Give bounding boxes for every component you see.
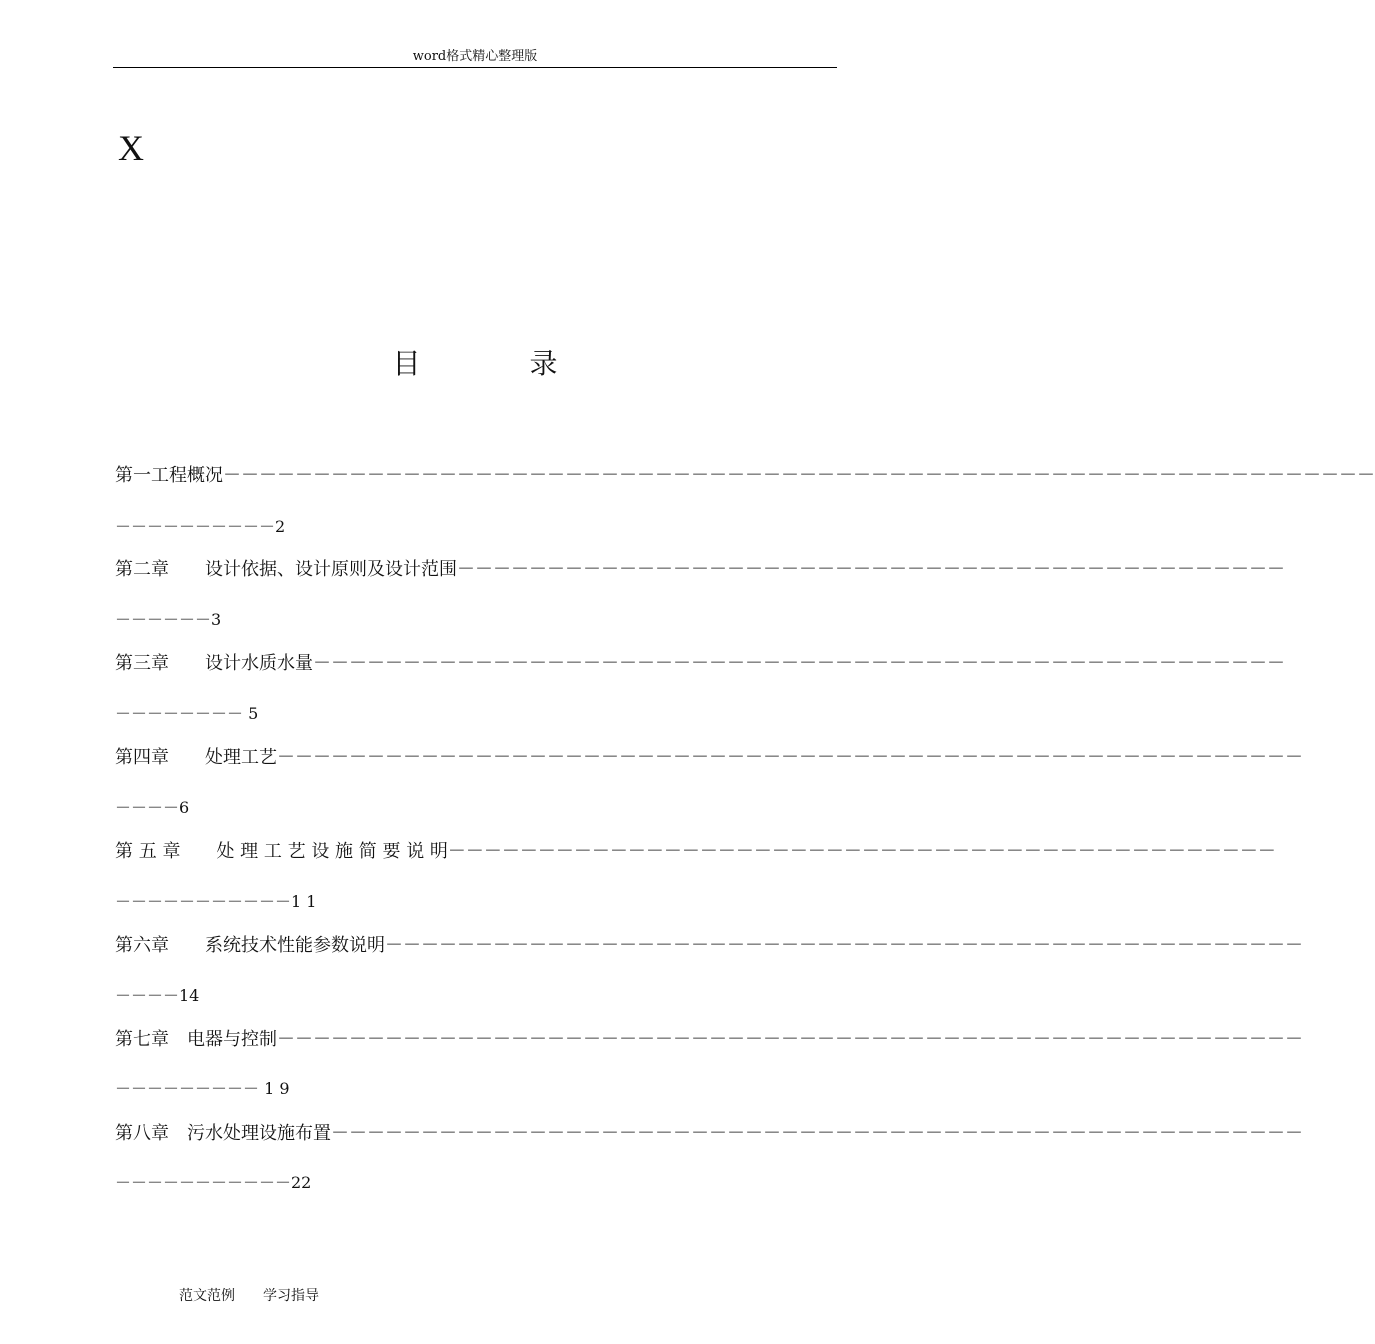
toc-entry-4-page: －－－－6 bbox=[115, 798, 190, 817]
toc-entry-8: 第八章 污水处理设施布置－－－－－－－－－－－－－－－－－－－－－－－－－－－－－－－－－－－－－－－－－－－－－－－－－－－－－－ bbox=[115, 1123, 1303, 1144]
toc-entry-4: 第四章 处理工艺－－－－－－－－－－－－－－－－－－－－－－－－－－－－－－－－－－－－－－－－－－－－－－－－－－－－－－－－－ bbox=[115, 747, 1303, 768]
toc-entry-1-page: －－－－－－－－－－2 bbox=[115, 517, 286, 536]
toc-entry-1: 第一工程概况－－－－－－－－－－－－－－－－－－－－－－－－－－－－－－－－－－－－－－－－－－－－－－－－－－－－－－－－－－－－－－－－ bbox=[115, 465, 1375, 486]
toc-entry-3-page: －－－－－－－－ 5 bbox=[115, 704, 259, 723]
toc-entry-6: 第六章 系统技术性能参数说明－－－－－－－－－－－－－－－－－－－－－－－－－－－－－－－－－－－－－－－－－－－－－－－－－－－ bbox=[115, 935, 1303, 956]
page-footer: 范文范例 学习指导 bbox=[179, 1288, 319, 1304]
toc-entry-6-page: －－－－14 bbox=[115, 986, 200, 1005]
page-mark: X bbox=[118, 128, 144, 168]
toc-entry-7-page: －－－－－－－－－ 1 9 bbox=[115, 1079, 290, 1098]
toc-entry-2-page: －－－－－－3 bbox=[115, 610, 222, 629]
toc-entry-8-page: －－－－－－－－－－－22 bbox=[115, 1173, 312, 1192]
toc-entry-3: 第三章 设计水质水量－－－－－－－－－－－－－－－－－－－－－－－－－－－－－－－－－－－－－－－－－－－－－－－－－－－－－－ bbox=[115, 653, 1285, 674]
toc-entry-7: 第七章 电器与控制－－－－－－－－－－－－－－－－－－－－－－－－－－－－－－－－－－－－－－－－－－－－－－－－－－－－－－－－－ bbox=[115, 1029, 1303, 1050]
toc-entry-2: 第二章 设计依据、设计原则及设计范围－－－－－－－－－－－－－－－－－－－－－－－－－－－－－－－－－－－－－－－－－－－－－－ bbox=[115, 559, 1285, 580]
header-rule bbox=[113, 67, 837, 68]
page-header: word格式精心整理版 bbox=[412, 49, 538, 64]
toc-entry-5: 第 五 章 处 理 工 艺 设 施 简 要 说 明－－－－－－－－－－－－－－－－－－－－－－－－－－－－－－－－－－－－－－－－－－－－－－ bbox=[115, 841, 1276, 862]
toc-title: 目 录 bbox=[392, 347, 608, 380]
toc-entry-5-page: －－－－－－－－－－－1 1 bbox=[115, 892, 317, 911]
